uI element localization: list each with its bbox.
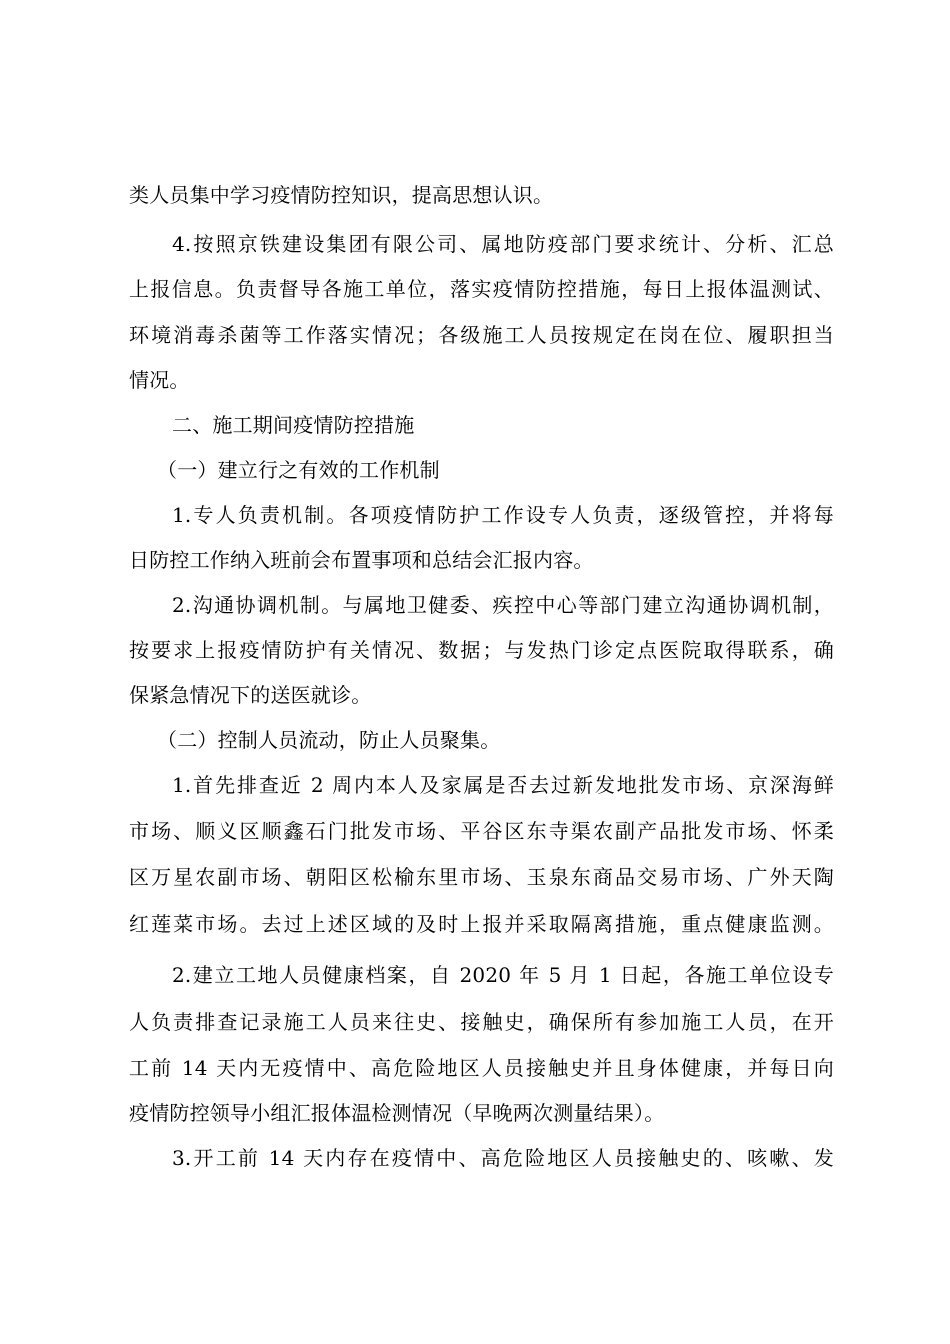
paragraph-line: 3.开工前 14 天内存在疫情中、高危险地区人员接触史的、咳嗽、发: [172, 1146, 834, 1170]
paragraph-line: 4.按照京铁建设集团有限公司、属地防疫部门要求统计、分析、汇总: [172, 232, 834, 256]
paragraph-line: 情况。: [129, 368, 190, 392]
paragraph-line: 疫情防控领导小组汇报体温检测情况（早晚两次测量结果）。: [129, 1101, 665, 1125]
paragraph-line: 类人员集中学习疫情防控知识，提高思想认识。: [129, 183, 554, 207]
paragraph-line: 红莲菜市场。去过上述区域的及时上报并采取隔离措施，重点健康监测。: [129, 912, 834, 936]
paragraph-line: 市场、顺义区顺鑫石门批发市场、平谷区东寺渠农副产品批发市场、怀柔: [129, 819, 834, 843]
section-heading: 二、施工期间疫情防控措施: [172, 413, 415, 437]
paragraph-line: 保紧急情况下的送医就诊。: [129, 683, 372, 707]
subsection-heading: （一）建立行之有效的工作机制: [157, 458, 440, 482]
subsection-heading: （二）控制人员流动，防止人员聚集。: [157, 728, 501, 752]
paragraph-line: 2.建立工地人员健康档案，自 2020 年 5 月 1 日起，各施工单位设专: [172, 963, 834, 987]
paragraph-line: 1.首先排查近 2 周内本人及家属是否去过新发地批发市场、京深海鲜: [172, 773, 834, 797]
paragraph-line: 环境消毒杀菌等工作落实情况；各级施工人员按规定在岗在位、履职担当: [129, 323, 834, 347]
paragraph-line: 1.专人负责机制。各项疫情防护工作设专人负责，逐级管控，并将每: [172, 503, 834, 527]
paragraph-line: 按要求上报疫情防护有关情况、数据；与发热门诊定点医院取得联系，确: [129, 638, 834, 662]
paragraph-line: 区万星农副市场、朝阳区松榆东里市场、玉泉东商品交易市场、广外天陶: [129, 865, 834, 889]
paragraph-line: 人负责排查记录施工人员来往史、接触史，确保所有参加施工人员，在开: [129, 1010, 834, 1034]
paragraph-line: 日防控工作纳入班前会布置事项和总结会汇报内容。: [129, 548, 594, 572]
paragraph-line: 上报信息。负责督导各施工单位，落实疫情防控措施，每日上报体温测试、: [129, 277, 834, 301]
paragraph-line: 2.沟通协调机制。与属地卫健委、疾控中心等部门建立沟通协调机制，: [172, 593, 834, 617]
paragraph-line: 工前 14 天内无疫情中、高危险地区人员接触史并且身体健康，并每日向: [129, 1056, 834, 1080]
